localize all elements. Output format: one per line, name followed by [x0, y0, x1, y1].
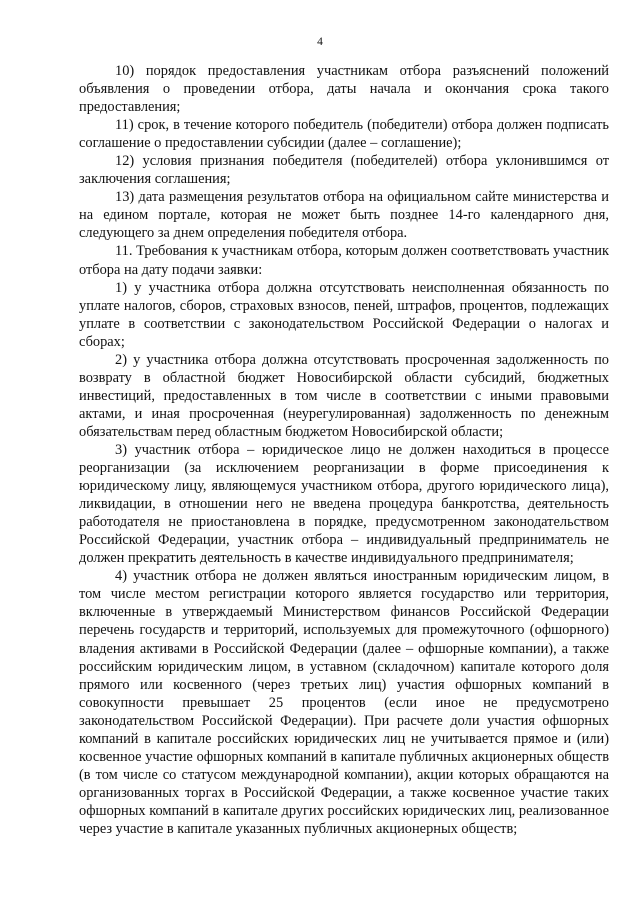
paragraph-item-12: 12) условия признания победителя (победителей) отбора уклонившимся от заключения соглашения;	[79, 153, 609, 188]
page-number: 4	[317, 36, 323, 48]
requirement-3: 3) участник отбора – юридическое лицо не должен находиться в процессе реорганизации (за исключением реорганизации в форме присоединения к юридическому лицу, являющемуся участником отбора, другого юридического лица), ликвидации, в отношении него не введена процедура банкротства, деятельность работодателя не приостановлена в порядке, предусмотренном законодательством Российской Федерации, участник отбора – индивидуальный предприниматель не должен прекратить деятельность в качестве индивидуального предпринимателя;	[79, 441, 609, 567]
requirement-2: 2) у участника отбора должна отсутствовать просроченная задолженность по возврату в областной бюджет Новосибирской области субсидий, бюджетных инвестиций, предоставленных в том числе в соответствии с иными правовыми актами, и иная просроченная (неурегулированная) задолженность по денежным обязательствам перед областным бюджетом Новосибирской области;	[79, 351, 609, 440]
paragraph-item-13: 13) дата размещения результатов отбора на официальном сайте министерства и на едином портале, которая не может быть позднее 14-го календарного дня, следующего за днем определения победителя отбора.	[79, 189, 609, 242]
requirement-4: 4) участник отбора не должен являться иностранным юридическим лицом, в том числе местом регистрации которого является государство или территория, включенные в утверждаемый Министерством финансов Российской Федерации перечень государств и территорий, используемых для промежуточного (офшорного) владения активами в Российской Федерации (далее – офшорные компании), а также российским юридическим лицом, в уставном (складочном) капитале которого доля прямого или косвенного (через третьих лиц) участия офшорных компаний в совокупности превышает 25 процентов (если иное не предусмотрено законодательством Российской Федерации). При расчете доли участия офшорных компаний в капитале российских юридических лиц не учитывается прямое и (или) косвенное участие офшорных компаний в капитале публичных акционерных обществ (в том числе со статусом международной компании), акции которых обращаются на организованных торгах в Российской Федерации, а также косвенное участие таких офшорных компаний в капитале других российских юридических лиц, реализованное через участие в капитале указанных публичных акционерных обществ;	[79, 568, 609, 837]
requirement-1: 1) у участника отбора должна отсутствовать неисполненная обязанность по уплате налогов, сборов, страховых взносов, пеней, штрафов, процентов, подлежащих уплате в соответствии с законодательством Российской Федерации о налогах и сборах;	[79, 279, 609, 350]
paragraph-item-11: 11) срок, в течение которого победитель (победители) отбора должен подписать соглашение о предоставлении субсидии (далее – соглашение);	[79, 117, 609, 152]
paragraph-item-10: 10) порядок предоставления участникам отбора разъяснений положений объявления о проведении отбора, даты начала и окончания срока такого предоставления;	[79, 63, 609, 116]
section-11-heading: 11. Требования к участникам отбора, которым должен соответствовать участник отбора на дату подачи заявки:	[79, 243, 609, 278]
document-body	[79, 62, 609, 838]
